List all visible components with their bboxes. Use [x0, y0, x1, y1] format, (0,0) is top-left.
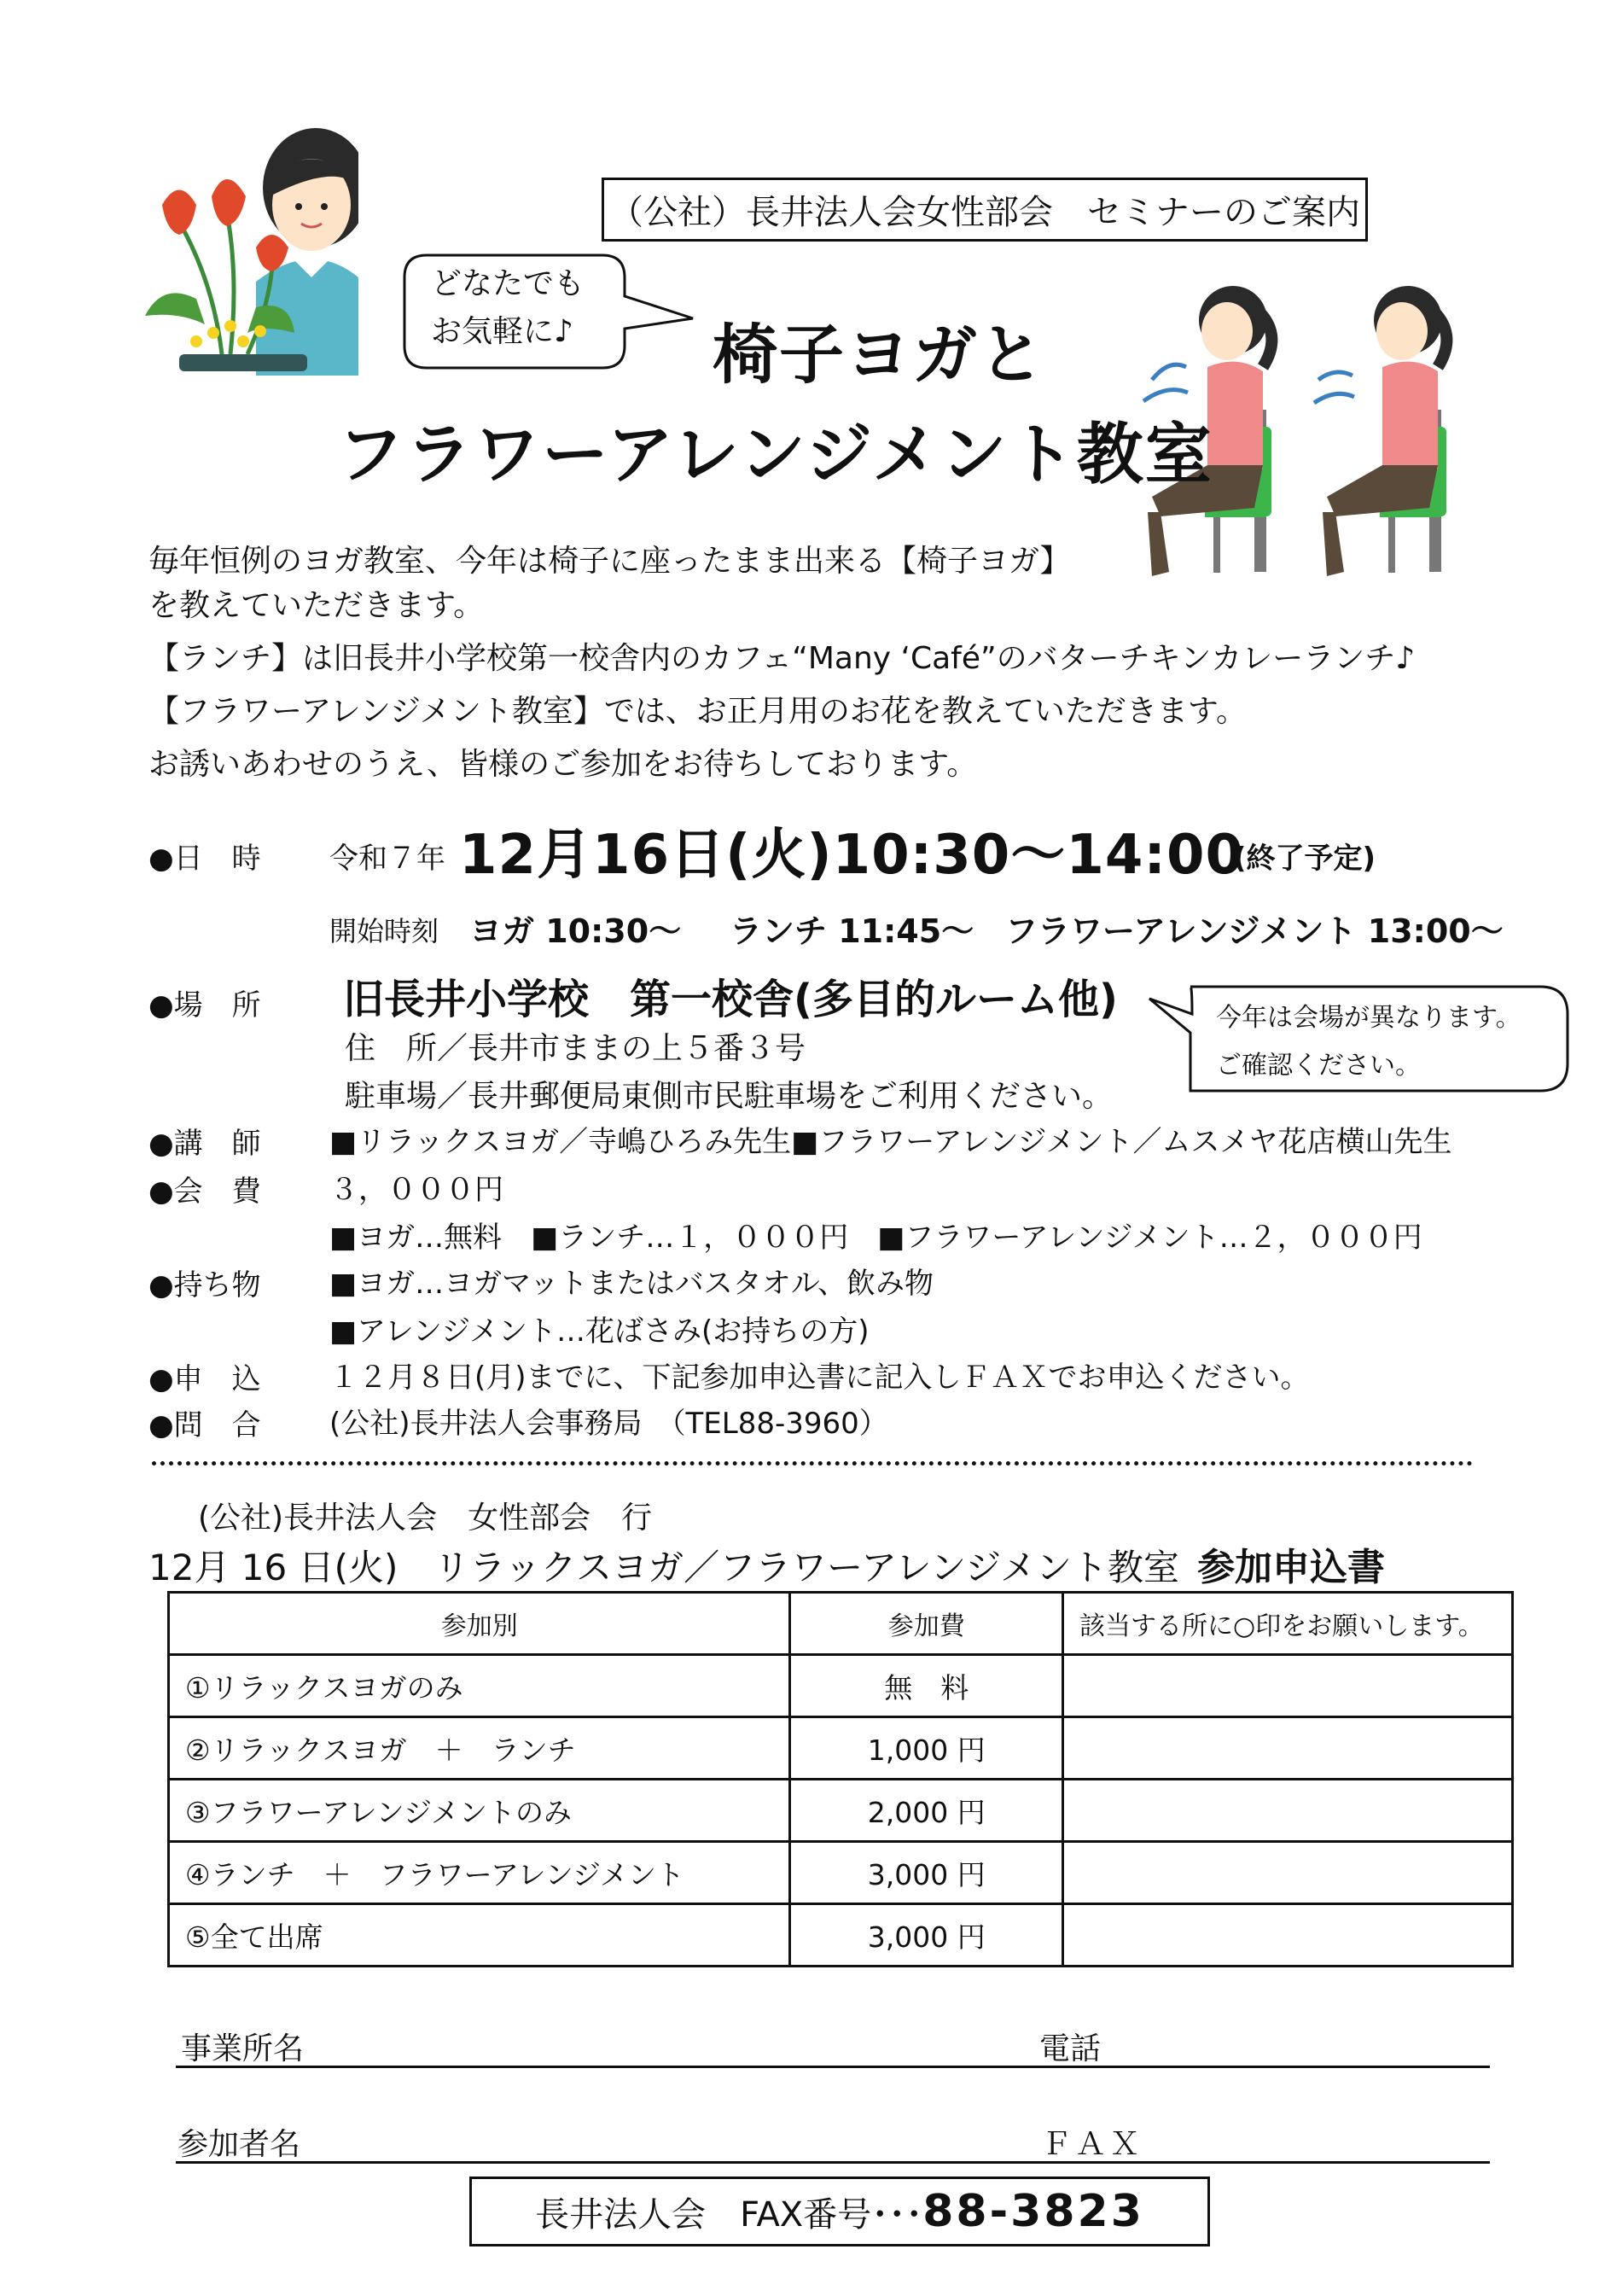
fee-breakdown: ■ヨガ…無料 ■ランチ…１，０００円 ■フラワーアレンジメント…２，０００円: [329, 1221, 1422, 1255]
row-type: ②リラックスヨガ ＋ ランチ: [169, 1717, 790, 1780]
table-row: [169, 1717, 1513, 1780]
phone-label: 電話: [1039, 2031, 1102, 2066]
form-title: [148, 1536, 1385, 1591]
application-table: [167, 1591, 1514, 1967]
company-label: 事業所名: [181, 2031, 305, 2066]
venue-note-line-2: ご確認ください。: [1216, 1051, 1421, 1081]
lecturer-label: ●講 師: [148, 1127, 261, 1161]
row-type: ③フラワーアレンジメントのみ: [169, 1780, 790, 1842]
row-mark-cell[interactable]: [1063, 1904, 1513, 1967]
row-fee: 2,000 円: [790, 1780, 1063, 1842]
apply-label: ●申 込: [148, 1362, 261, 1396]
date-note: (終了予定): [1233, 842, 1376, 876]
intro-line: を教えていただきます。: [148, 588, 485, 623]
participant-field[interactable]: [176, 2117, 1490, 2164]
row-mark-cell[interactable]: [1063, 1842, 1513, 1904]
fax-box-number: 88-3823: [922, 2186, 1144, 2237]
date-main: 12月16日(火)10:30～14:00: [459, 824, 1245, 887]
intro-line: お誘いあわせのうえ、皆様のご参加をお待ちしております。: [148, 747, 978, 782]
table-row: [169, 1655, 1513, 1717]
row-mark-cell[interactable]: [1063, 1655, 1513, 1717]
intro-text: [148, 546, 1415, 802]
intro-line: 【フラワーアレンジメント教室】では、お正月用のお花を教えていただきます。: [148, 694, 1248, 729]
table-header-row: [169, 1593, 1513, 1655]
table-row: [169, 1780, 1513, 1842]
row-mark-cell[interactable]: [1063, 1717, 1513, 1780]
start-lunch: ランチ 11:45～: [730, 912, 974, 950]
intro-line: 毎年恒例のヨガ教室、今年は椅子に座ったまま出来る【椅子ヨガ】: [148, 544, 1071, 579]
org-tag: （公社）長井法人会女性部会 セミナーのご案内: [609, 193, 1360, 232]
intro-line: 【ランチ】は旧長井小学校第一校舎内のカフェ“Many ‘Café”のバターチキンカレーランチ♪: [148, 641, 1416, 676]
bring-1: ■ヨガ…ヨガマットまたはバスタオル、飲み物: [329, 1267, 934, 1301]
title-line-2: フラワーアレンジメント教室: [337, 417, 1213, 493]
row-fee: 無 料: [790, 1655, 1063, 1717]
form-to-line: (公社)長井法人会 女性部会 行: [198, 1501, 653, 1536]
title-line-1: 椅子ヨガと: [713, 317, 1045, 393]
header-fee: 参加費: [790, 1593, 1063, 1655]
table-row: [169, 1904, 1513, 1967]
bubble-line-2: お気軽に♪: [431, 314, 573, 349]
participant-label: 参加者名: [177, 2127, 301, 2162]
org-tag-box: [602, 178, 1368, 242]
start-yoga: ヨガ 10:30～: [469, 912, 682, 950]
lecturer: ■リラックスヨガ／寺嶋ひろみ先生■フラワーアレンジメント／ムスメヤ花店横山先生: [329, 1125, 1452, 1159]
fax-number-box: [469, 2177, 1210, 2246]
place-main: 旧長井小学校 第一校舎(多目的ルーム他): [343, 976, 1118, 1023]
date-label: ●日 時: [148, 842, 261, 876]
company-field[interactable]: [176, 2023, 1490, 2068]
table-row: [169, 1842, 1513, 1904]
apply-deadline: １２月８日(月)までに、下記参加申込書に記入しＦＡＸでお申込ください。: [329, 1361, 1310, 1395]
fee-total: ３，０００円: [329, 1173, 503, 1207]
header-mark: 該当する所に○印をお願いします。: [1063, 1593, 1513, 1655]
start-label: 開始時刻: [329, 915, 439, 947]
row-type: ⑤全て出席: [169, 1904, 790, 1967]
bring-2: ■アレンジメント…花ばさみ(お持ちの方): [329, 1314, 870, 1349]
cut-line-divider: [152, 1461, 1473, 1466]
row-fee: 3,000 円: [790, 1904, 1063, 1967]
fax-box-text: 長井法人会 FAX番号･･･: [535, 2194, 923, 2235]
venue-note-line-1: 今年は会場が異なります。: [1216, 1003, 1521, 1033]
form-title-prefix: 12月 16 日(火) リラックスヨガ／フラワーアレンジメント教室: [148, 1547, 1179, 1588]
parking: 駐車場／長井郵便局東側市民駐車場をご利用ください。: [345, 1079, 1114, 1114]
row-type: ④ランチ ＋ フラワーアレンジメント: [169, 1842, 790, 1904]
start-flower: フラワーアレンジメント 13:00～: [1005, 912, 1504, 950]
speech-bubble-text: [431, 260, 585, 356]
header-type: 参加別: [169, 1593, 790, 1655]
form-title-bold: 参加申込書: [1197, 1546, 1386, 1589]
fee-label: ●会 費: [148, 1174, 261, 1209]
bubble-line-1: どなたでも: [431, 266, 585, 301]
bring-label: ●持ち物: [148, 1268, 261, 1302]
row-fee: 1,000 円: [790, 1717, 1063, 1780]
fax-label: ＦＡＸ: [1041, 2127, 1144, 2162]
contact-label: ●問 合: [148, 1408, 261, 1442]
contact: (公社)長井法人会事務局 （TEL88-3960）: [329, 1407, 888, 1441]
row-type: ①リラックスヨガのみ: [169, 1655, 790, 1717]
venue-note-text: [1216, 994, 1521, 1090]
date-era: 令和７年: [329, 842, 445, 876]
row-mark-cell[interactable]: [1063, 1780, 1513, 1842]
address: 住 所／長井市ままの上５番３号: [345, 1031, 806, 1066]
place-label: ●場 所: [148, 988, 261, 1023]
row-fee: 3,000 円: [790, 1842, 1063, 1904]
flower-arranging-illustration: [145, 128, 358, 401]
